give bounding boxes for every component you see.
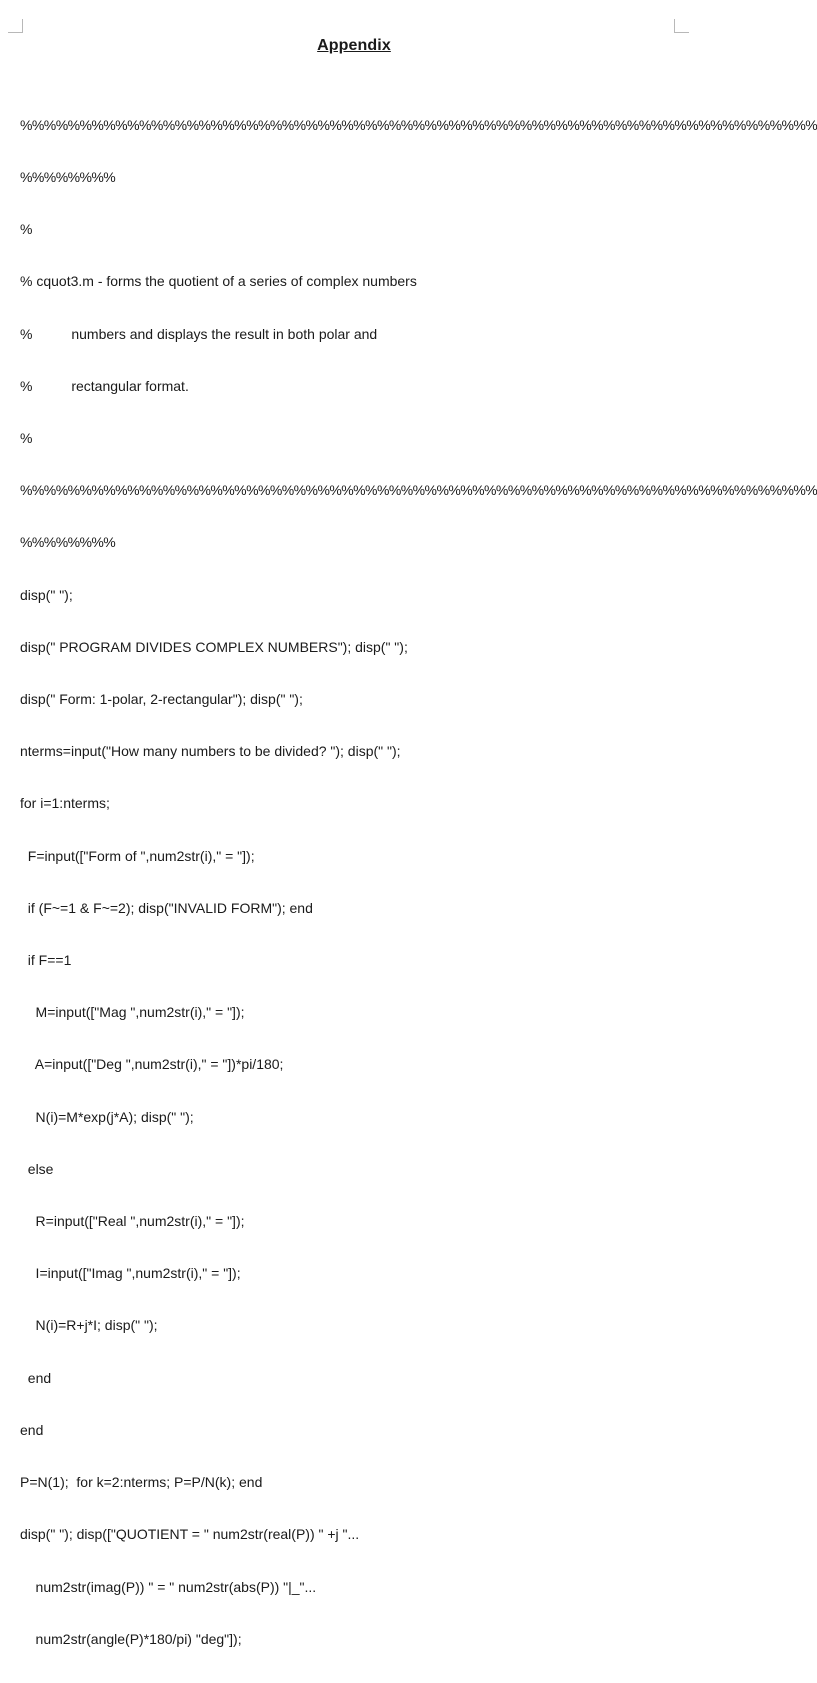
- code-line: num2str(imag(P)) " = " num2str(abs(P)) "|_"...: [20, 1578, 317, 1595]
- code-line: P=N(1); for k=2:nterms; P=P/N(k); end: [20, 1474, 263, 1491]
- code-line: N(i)=R+j*I; disp(" ");: [20, 1317, 158, 1334]
- code-line: disp(" "); disp(["QUOTIENT = " num2str(real(P)) " +j "...: [20, 1526, 360, 1543]
- comment-banner-line: %%%%%%%%%%%%%%%%%%%%%%%%%%%%%%%%%%%%%%%%%%%%%%%%%%%%%%%%%%%%%%%%%%%: [20, 482, 817, 499]
- code-line: for i=1:nterms;: [20, 795, 110, 812]
- crop-mark-top-left: [8, 19, 23, 33]
- code-line: if (F~=1 & F~=2); disp("INVALID FORM"); end: [20, 899, 313, 916]
- code-line: disp(" ");: [20, 586, 73, 603]
- code-line: num2str(angle(P)*180/pi) "deg"]);: [20, 1630, 242, 1647]
- code-line: I=input(["Imag ",num2str(i)," = "]);: [20, 1265, 241, 1282]
- comment-banner-line: %%%%%%%%: [20, 169, 116, 186]
- comment-line: % rectangular format.: [20, 377, 189, 394]
- crop-mark-top-right: [674, 19, 689, 33]
- code-line: if F==1: [20, 952, 72, 969]
- code-line: R=input(["Real ",num2str(i)," = "]);: [20, 1213, 245, 1230]
- comment-line: % numbers and displays the result in both polar and: [20, 325, 378, 342]
- code-line: else: [20, 1160, 54, 1177]
- code-listing: [20, 82, 817, 1683]
- code-line: disp(" Form: 1-polar, 2-rectangular"); disp(" ");: [20, 691, 303, 708]
- code-line: end: [20, 1369, 52, 1386]
- code-line: F=input(["Form of ",num2str(i)," = "]);: [20, 847, 255, 864]
- comment-banner-line: %%%%%%%%%%%%%%%%%%%%%%%%%%%%%%%%%%%%%%%%%%%%%%%%%%%%%%%%%%%%%%%%%%%: [20, 116, 817, 133]
- code-line: nterms=input("How many numbers to be divided? "); disp(" ");: [20, 743, 401, 760]
- code-line: M=input(["Mag ",num2str(i)," = "]);: [20, 1004, 245, 1021]
- code-line: A=input(["Deg ",num2str(i)," = "])*pi/180;: [20, 1056, 284, 1073]
- page-title: Appendix: [317, 37, 391, 54]
- comment-line: %: [20, 221, 33, 238]
- code-line: end: [20, 1421, 44, 1438]
- document-page: [20, 34, 817, 1683]
- code-line: disp(" PROGRAM DIVIDES COMPLEX NUMBERS"); disp(" ");: [20, 638, 408, 655]
- comment-banner-line: %%%%%%%%: [20, 534, 116, 551]
- code-line: N(i)=M*exp(j*A); disp(" ");: [20, 1108, 194, 1125]
- comment-line: %: [20, 430, 33, 447]
- comment-line: % cquot3.m - forms the quotient of a series of complex numbers: [20, 273, 417, 290]
